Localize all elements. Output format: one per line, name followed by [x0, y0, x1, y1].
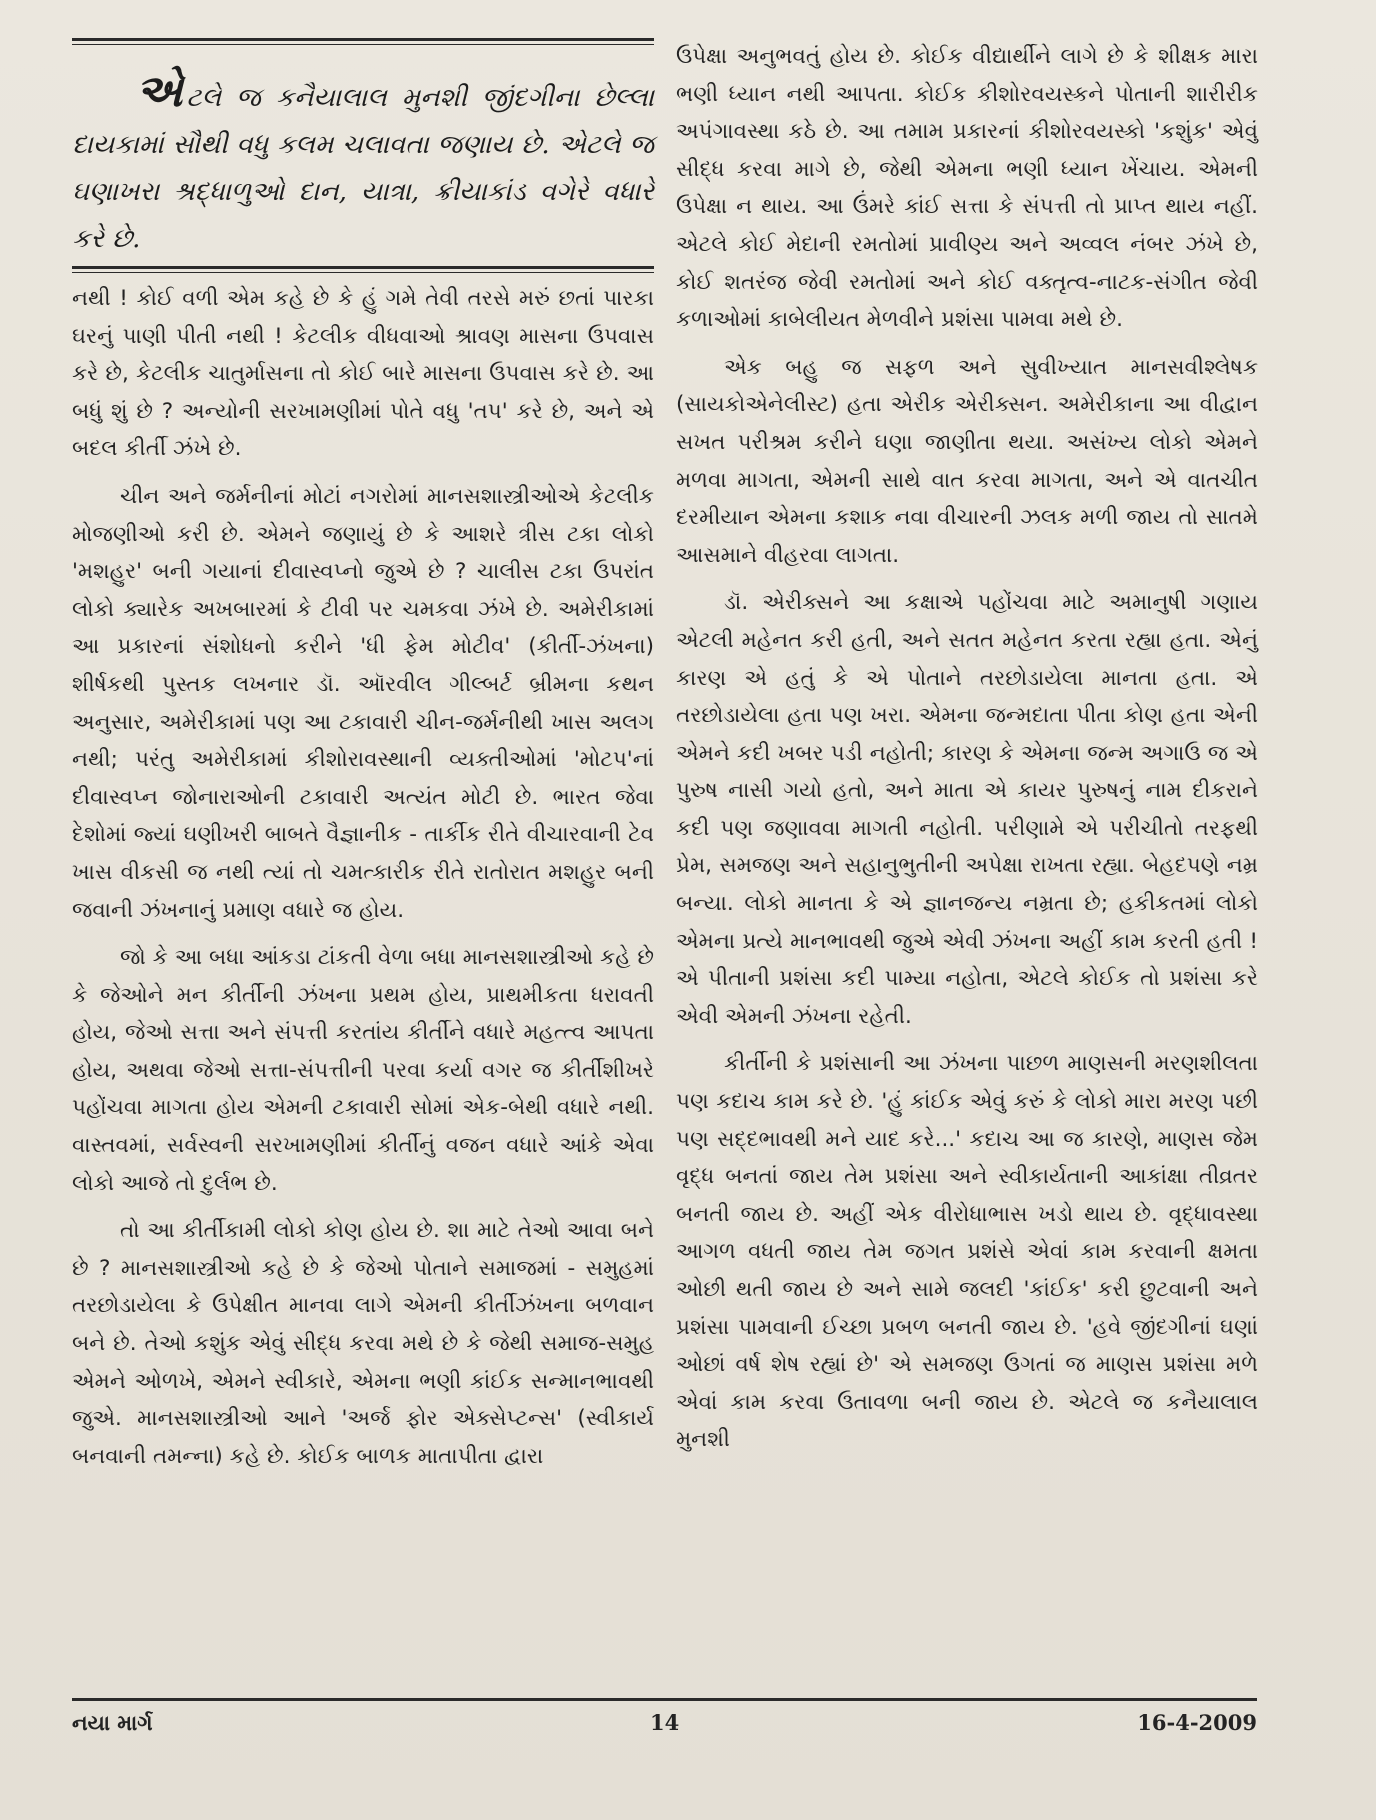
publication-name: નયા માર્ગ — [72, 1710, 153, 1735]
right-column — [676, 38, 1258, 1678]
pull-quote-drop-letter: એ — [136, 66, 183, 117]
left-paragraph-4: તો આ કીર્તીકામી લોકો કોણ હોય છે. શા માટે તેઓ આવા બને છે ? માનસશાસ્ત્રીઓ કહે છે કે જેઓ પોતાને સમાજમાં - સમુહમાં તરછોડાયેલા કે ઉપેક્ષીત માનવા લાગે એમની કીર્તીઝંખના બળવાન બને છે. તેઓ કશુંક એવું સીદ્ધ કરવા મથે છે કે જેથી સમાજ-સમુહ એમને ઓળખે, એમને સ્વીકારે, એમના ભણી કાંઈક સન્માનભાવથી જુએ. માનસશાસ્ત્રીઓ આને 'અર્જ ફોર એક્સેપ્ટન્સ' (સ્વીકાર્ય બનવાની તમન્ના) કહે છે. કોઈક બાળક માતાપીતા દ્વારા — [72, 1218, 654, 1469]
left-paragraph-2: ચીન અને જર્મનીનાં મોટાં નગરોમાં માનસશાસ્ત્રીઓએ કેટલીક મોજણીઓ કરી છે. એમને જણાયું છે કે આશરે ત્રીસ ટકા લોકો 'મશહુર' બની ગયાનાં દીવાસ્વપ્નો જુએ છે ? ચાલીસ ટકા ઉપરાંત લોકો ક્યારેક અખબારમાં કે ટીવી પર ચમકવા ઝંખે છે. અમેરીકામાં આ પ્રકારનાં સંશોધનો કરીને 'ધી ફેમ મોટીવ' (કીર્તી-ઝંખના) શીર્ષકથી પુસ્તક લખનાર ડૉ. ઑરવીલ ગીલ્બર્ટ બ્રીમના કથન અનુસાર, અમેરીકામાં પણ આ ટકાવારી ચીન-જર્મનીથી ખાસ અલગ નથી; પરંતુ અમેરીકામાં કીશોરાવસ્થાની વ્યક્તીઓમાં 'મોટપ'નાં દીવાસ્વપ્ન જોનારાઓની ટકાવારી અત્યંત મોટી છે. ભારત જેવા દેશોમાં જ્યાં ઘણીખરી બાબતે વૈજ્ઞાનીક - તાર્કીક રીતે વીચારવાની ટેવ ખાસ વીકસી જ નથી ત્યાં તો ચમત્કારીક રીતે રાતોરાત મશહુર બની જવાની ઝંખનાનું પ્રમાણ વધારે જ હોય. — [72, 483, 654, 923]
issue-date: 16-4-2009 — [1137, 1710, 1257, 1735]
right-paragraph-2: એક બહુ જ સફળ અને સુવીખ્યાત માનસવીશ્લેષક (સાયકોએનેલીસ્ટ) હતા એરીક એરીક્સન. અમેરીકાના આ વીદ્વાન સખત પરીશ્રમ કરીને ઘણા જાણીતા થયા. અસંખ્ય લોકો એમને મળવા માગતા, એમની સાથે વાત કરવા માગતા, અને એ વાતચીત દરમીયાન એમના કશાક નવા વીચારની ઝલક મળી જાય તો સાતમે આસમાને વીહરવા લાગતા. — [676, 354, 1258, 568]
page-footer — [72, 1710, 1257, 1750]
left-paragraph-1: નથી ! કોઈ વળી એમ કહે છે કે હું ગમે તેવી તરસે મરું છતાં પારકા ઘરનું પાણી પીતી નથી ! કેટલીક વીધવાઓ શ્રાવણ માસના ઉપવાસ કરે છે, કેટલીક ચાતુર્માસના તો કોઈ બારે માસના ઉપવાસ કરે છે. આ બધું શું છે ? અન્યોની સરખામણીમાં પોતે વધુ 'તપ' કરે છે, અને એ બદલ કીર્તી ઝંખે છે. — [72, 286, 654, 462]
left-paragraph-3: જો કે આ બધા આંકડા ટાંકતી વેળા બધા માનસશાસ્ત્રીઓ કહે છે કે જેઓને મન કીર્તીની ઝંખના પ્રથમ હોય, પ્રાથમીકતા ધરાવતી હોય, જેઓ સત્તા અને સંપત્તી કરતાંય કીર્તીને વધારે મહત્ત્વ આપતા હોય, અથવા જેઓ સત્તા-સંપત્તીની પરવા કર્યા વગર જ કીર્તીશીખરે પહોંચવા માગતા હોય એમની ટકાવારી સોમાં એક-બેથી વધારે નથી. વાસ્તવમાં, સર્વસ્વની સરખામણીમાં કીર્તીનું વજન વધારે આંકે એવા લોકો આજે તો દુર્લભ છે. — [72, 945, 654, 1196]
quote-top-rule — [72, 38, 654, 41]
right-paragraph-4: કીર્તીની કે પ્રશંસાની આ ઝંખના પાછળ માણસની મરણશીલતા પણ કદાચ કામ કરે છે. 'હું કાંઈક એવું કરું કે લોકો મારા મરણ પછી પણ સદ્દભાવથી મને યાદ કરે...' કદાચ આ જ કારણે, માણસ જેમ વૃદ્ધ બનતાં જાય તેમ પ્રશંસા અને સ્વીકાર્યતાની આકાંક્ષા તીવ્રતર બનતી જાય છે. અહીં એક વીરોધાભાસ ખડો થાય છે. વૃદ્ધાવસ્થા આગળ વધતી જાય તેમ જગત પ્રશંસે એવાં કામ કરવાની ક્ષમતા ઓછી થતી જાય છે અને સામે જલદી 'કાંઈક' કરી છુટવાની અને પ્રશંસા પામવાની ઈચ્છા પ્રબળ બનતી જાય છે. 'હવે જીંદગીનાં ઘણાં ઓછાં વર્ષ શેષ રહ્યાં છે' એ સમજણ ઉગતાં જ માણસ પ્રશંસા મળે એવાં કામ કરવા ઉતાવળા બની જાય છે. એટલે જ કનૈયાલાલ મુનશી — [676, 1051, 1258, 1453]
right-paragraph-1: ઉપેક્ષા અનુભવતું હોય છે. કોઈક વીદ્યાર્થીને લાગે છે કે શીક્ષક મારા ભણી ધ્યાન નથી આપતા. કોઈક કીશોરવયસ્કને પોતાની શારીરીક અપંગાવસ્થા કઠે છે. આ તમામ પ્રકારનાં કીશોરવયસ્કો 'કશુંક' એવું સીદ્ધ કરવા માગે છે, જેથી એમના ભણી ધ્યાન ખેંચાય. એમની ઉપેક્ષા ન થાય. આ ઉંમરે કાંઈ સત્તા કે સંપત્તી તો પ્રાપ્ત થાય નહીં. એટલે કોઈ મેદાની રમતોમાં પ્રાવીણ્ય અને અવ્વલ નંબર ઝંખે છે, કોઈ શતરંજ જેવી રમતોમાં અને કોઈ વક્તૃત્વ-નાટક-સંગીત જેવી કળાઓમાં કાબેલીયત મેળવીને પ્રશંસા પામવા મથે છે. — [676, 44, 1258, 333]
left-column — [72, 280, 654, 1675]
page-number: 14 — [650, 1710, 680, 1735]
pull-quote-text: ટલે જ કનૈયાલાલ મુનશી જીંદગીના છેલ્લા દાયકામાં સૌથી વધુ કલમ ચલાવતા જણાય છે. એટલે જ ઘણાખરા શ્રદ્ધાળુઓ દાન, યાત્રા, ક્રીયાકાંડ વગેરે વધારે કરે છે. — [72, 83, 654, 254]
quote-bottom-rule-thin — [72, 272, 654, 273]
right-paragraph-3: ડૉ. એરીક્સને આ કક્ષાએ પહોંચવા માટે અમાનુષી ગણાય એટલી મહેનત કરી હતી, અને સતત મહેનત કરતા રહ્યા હતા. એનું કારણ એ હતું કે એ પોતાને તરછોડાયેલા માનતા હતા. એ તરછોડાયેલા હતા પણ ખરા. એમના જન્મદાતા પીતા કોણ હતા એની એમને કદી ખબર પડી નહોતી; કારણ કે એમના જન્મ અગાઉ જ એ પુરુષ નાસી ગયો હતો, અને માતા એ કાયર પુરુષનું નામ દીકરાને કદી પણ જણાવવા માગતી નહોતી. પરીણામે એ પરીચીતો તરફથી પ્રેમ, સમજણ અને સહાનુભુતીની અપેક્ષા રાખતા રહ્યા. બેહદપણે નમ્ર બન્યા. લોકો માનતા કે એ જ્ઞાનજન્ય નમ્રતા છે; હકીકતમાં લોકો એમના પ્રત્યે માનભાવથી જુએ એવી ઝંખના અહીં કામ કરતી હતી ! એ પીતાની પ્રશંસા કદી પામ્યા નહોતા, એટલે કોઈક તો પ્રશંસા કરે એવી એમની ઝંખના રહેતી. — [676, 590, 1258, 1029]
footer-rule — [72, 1698, 1257, 1701]
quote-bottom-rule — [72, 266, 654, 269]
pull-quote — [72, 66, 654, 263]
quote-top-rule-thin — [72, 44, 654, 45]
